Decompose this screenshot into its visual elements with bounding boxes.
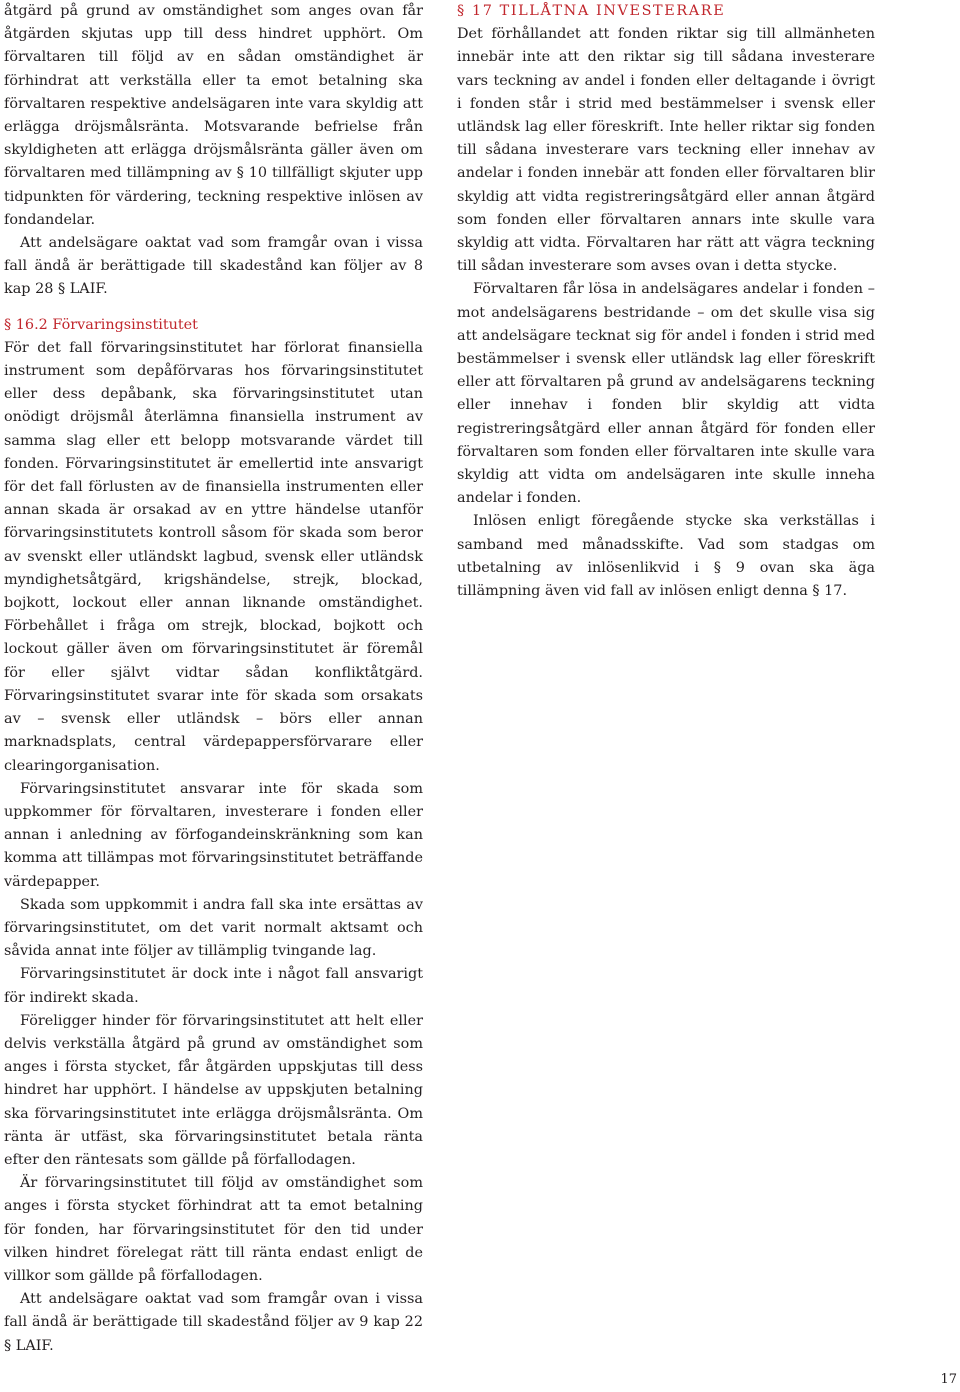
paragraph-depositary-postpone: Föreligger hinder för förvaringsinstitutet att helt eller delvis verkställa åtgärd på grund av omständighet som anges i första stycket, får åtgärden uppskjutas till dess hindret har upphört. I händelse av uppskjuten betalning ska förvaringsinstitutet inte erlägga dröjsmålsränta. Om ränta är utfäst, ska förvaringsinstitutet betala ränta efter den räntesats som gällde på förfallodagen. xyxy=(4,1012,423,1168)
paragraph-redemption-timing: Inlösen enligt föregående stycke ska verkställas i samband med månadsskifte. Vad som stadgas om utbetalning av inlösenlikvid i § 9 ovan ska äga tillämpning även vid fall av inlösen enligt denna § 17. xyxy=(457,513,875,600)
paragraph-depositary-indirect: Förvaringsinstitutet är dock inte i något fall ansvarigt för indirekt skada. xyxy=(4,966,423,1006)
left-column xyxy=(4,0,423,1358)
page-number: 17 xyxy=(940,1372,957,1387)
paragraph-depositary-loss: För det fall förvaringsinstitutet har förlorat finansiella instrument som depåförvaras hos förvaringsinstitutet eller dess depåbank, ska förvaringsinstitutet utan onödigt dröjsmål återlämna finansiella instrument av samma slag eller ett belopp motsvarande värdet till fonden. Förvaringsinstitutet är emellertid inte ansvarigt för det fall förlusten av de finansiella instrumenten eller annan skada är orsakad av en yttre händelse utanför förvaringsinstitutets kontroll såsom för skada som beror av svenskt eller utländskt lagbud, svensk eller utländsk myndighetsåtgärd, krigshändelse, strejk, blockad, bojkott, lockout eller annan liknande omständighet. Förbehållet i fråga om strejk, blockad, bojkott och lockout gäller även om förvaringsinstitutet är föremål för eller självt vidtar sådan konfliktåtgärd. Förvaringsinstitutet svarar inte för skada som orsakats av – svensk eller utländsk – börs eller annan marknadsplats, central värdepappersförvarare eller clearingorganisation. xyxy=(4,339,423,774)
paragraph-damages-8-kap: Att andelsägare oaktat vad som framgår ovan i vissa fall ändå är berättigade till skadestånd kan följer av 8 kap 28 § LAIF. xyxy=(4,235,423,298)
paragraph-depositary-other-damage: Skada som uppkommit i andra fall ska inte ersättas av förvaringsinstitutet, om det varit normalt aktsamt och såvida annat inte följer av tillämplig tvingande lag. xyxy=(4,896,423,960)
paragraph-depositary-restriction: Förvaringsinstitutet ansvarar inte för skada som uppkommer för förvaltaren, investerare i fonden eller annan i anledning av förfogandeinskränkning som kan komma att tillämpas mot förvaringsinstitutet beträffande värdepapper. xyxy=(4,780,423,890)
paragraph-permitted-investors: Det förhållandet att fonden riktar sig till allmänheten innebär inte att den riktar sig till sådana investerare vars teckning av andel i fonden eller deltagande i övrigt i fonden står i strid med bestämmelser i svensk eller utländsk lag eller föreskrift. Inte heller riktar sig fonden till sådana investerare vars teckning eller innehav av andelar i fonden innebär att fonden eller förvaltaren blir skyldig att vidta registreringsåtgärd eller annan åtgärd som fonden eller förvaltaren annars inte skulle vara skyldig att vidta. Förvaltaren har rätt att vägra teckning till sådan investerare som avses ovan i detta stycke. xyxy=(457,26,875,275)
paragraph-depositary-payment: Är förvaringsinstitutet till följd av omständighet som anges i första stycket förhindrat att ta emot betalning för fonden, har förvaringsinstitutet för den tid under vilken hindret förelegat rätt till ränta endast enligt de villkor som gällde på förfallodagen. xyxy=(4,1175,423,1284)
paragraph-force-majeure-manager: åtgärd på grund av omständighet som anges ovan får åtgärden skjutas upp till dess hindret upphört. Om förvaltaren till följd av en sådan omständighet är förhindrat att verkställa eller ta emot betalning ska förvaltaren respektive andelsägaren inte vara skyldig att erlägga dröjsmålsränta. Motsvarande befrielse från skyldigheten att erlägga dröjsmålsränta gäller även om förvaltaren med tillämpning av § 10 tillfälligt skjuter upp tidpunkten för värdering, teckning respektive inlösen av fondandelar. xyxy=(4,3,423,228)
section-heading-17: § 17 TILLÅTNA INVESTERARE xyxy=(457,3,726,19)
right-column xyxy=(457,0,875,603)
paragraph-damages-9-kap: Att andelsägare oaktat vad som framgår ovan i vissa fall ändå är berättigade till skadestånd följer av 9 kap 22 § LAIF. xyxy=(4,1291,423,1354)
section-heading-16-2: § 16.2 Förvaringsinstitutet xyxy=(4,316,198,333)
paragraph-redemption-right: Förvaltaren får lösa in andelsägares andelar i fonden – mot andelsägarens bestridande – om det skulle visa sig att andelsägare tecknat sig för andel i fonden i strid med bestämmelser i svensk eller utländsk lag eller föreskrift eller att förvaltaren på grund av andelsägarens teckning eller innehav i fonden blir skyldig att vidta registreringsåtgärd eller annan åtgärd för fonden eller förvaltaren som fonden eller förvaltaren inte skulle vara skyldig att vidta om andelsägaren inte skulle inneha andelar i fonden. xyxy=(457,281,875,507)
